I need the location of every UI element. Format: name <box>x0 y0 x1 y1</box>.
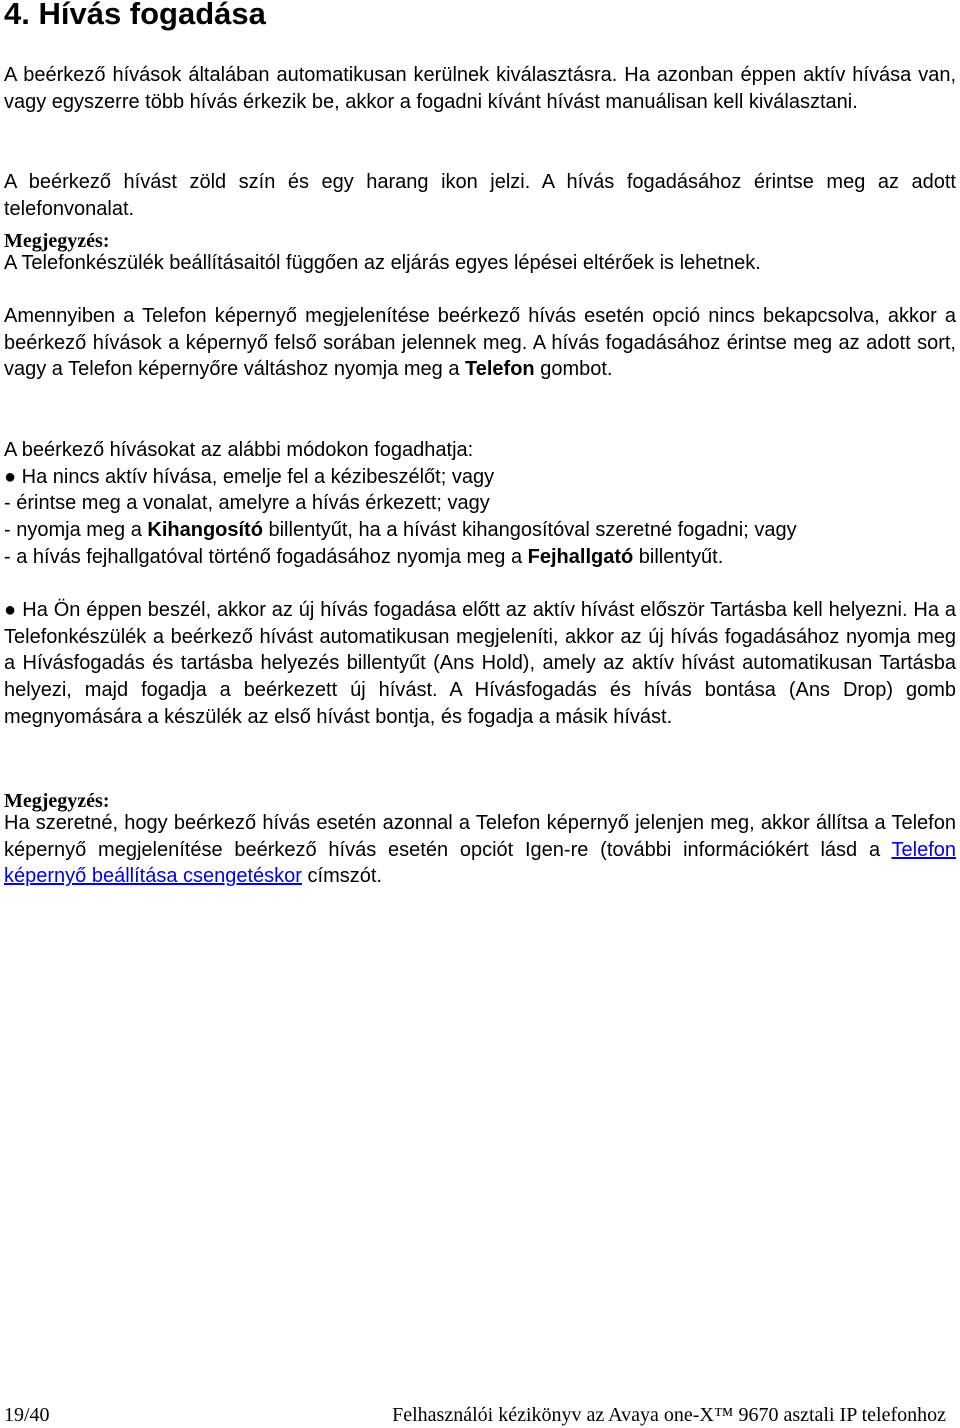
list-item: - érintse meg a vonalat, amelyre a hívás érkezett; vagy <box>4 492 490 514</box>
note-label: Megjegyzés: <box>4 230 110 252</box>
list-intro: A beérkező hívásokat az alábbi módokon fogadhatja: <box>4 439 474 461</box>
settings-link[interactable]: Telefon képernyő beállítása csengetéskor <box>4 838 956 888</box>
note-text: A Telefonkészülék beállításaitól függően az eljárás egyes lépései eltérőek is lehetnek. <box>4 252 761 274</box>
phone-button-name: Telefon <box>465 358 535 381</box>
hold-paragraph: ● Ha Ön éppen beszél, akkor az új hívás fogadása előtt az aktív hívást először Tartásba kell helyezni. Ha a Telefonkészülék a beérkező hívást automatikusan megjeleníti, akkor az új hívás fogadásához nyomja meg a Hívásfogadás és tartásba helyezés billentyűt (Ans Hold), amely az aktív hívást automatikusan Tartásba helyezi, majd fogadja a beérkezett új hívást. A Hívásfogadás és hívás bontása (Ans Drop) gomb megnyomására a készülék az első hívást bontja, és fogadja a másik hívást. <box>4 599 956 728</box>
section-heading: 4. Hívás fogadása <box>4 0 266 31</box>
list-item-text: billentyűt, ha a hívást kihangosítóval szeretné fogadni; vagy <box>262 519 797 541</box>
phone-screen-text: Amennyiben a Telefon képernyő megjelenítése beérkező hívás esetén opció nincs bekapcsolva, akkor a beérkező hívások a képernyő felső sorában jelennek meg. A hívás fogadásához érintse meg az adott sort, vagy a Telefon képernyőre váltáshoz nyomja meg a <box>4 305 956 381</box>
list-item: ● Ha nincs aktív hívása, emelje fel a kézibeszélőt; vagy <box>4 466 495 488</box>
speaker-key-name: Kihangosító <box>147 519 263 541</box>
headset-key-name: Fejhallgató <box>527 546 634 568</box>
phone-screen-paragraph <box>4 303 956 383</box>
list-item-text: - a hívás fejhallgatóval történő fogadásához nyomja meg a <box>4 546 528 568</box>
intro-paragraph: A beérkező hívások általában automatikusan kerülnek kiválasztásra. Ha azonban éppen aktív hívása van, vagy egyszerre több hívás érkezik be, akkor a fogadni kívánt hívást manuálisan kell kiválasztani. <box>4 64 956 113</box>
page-footer <box>0 1402 952 1428</box>
list-item <box>4 544 956 571</box>
page-number: 19/40 <box>4 1404 50 1426</box>
note-label: Megjegyzés: <box>4 790 110 812</box>
note-text-end: címszót. <box>301 865 382 888</box>
note-text <box>4 810 956 890</box>
manual-title: Felhasználói kézikönyv az Avaya one-X™ 9670 asztali IP telefonhoz <box>392 1404 946 1426</box>
list-item-text: - nyomja meg a <box>4 519 148 541</box>
bell-indicator-paragraph: A beérkező hívást zöld szín és egy harang ikon jelzi. A hívás fogadásához érintse meg az adott telefonvonalat. <box>4 171 956 220</box>
list-item <box>4 517 956 544</box>
list-item-text: billentyűt. <box>633 546 724 568</box>
phone-screen-end: gombot. <box>534 358 613 381</box>
note-text-body: Ha szeretné, hogy beérkező hívás esetén azonnal a Telefon képernyő jelenjen meg, akkor állítsa a Telefon képernyő megjelenítése beérkező hívás esetén opciót Igen-re (további információkért lásd a <box>4 812 956 861</box>
